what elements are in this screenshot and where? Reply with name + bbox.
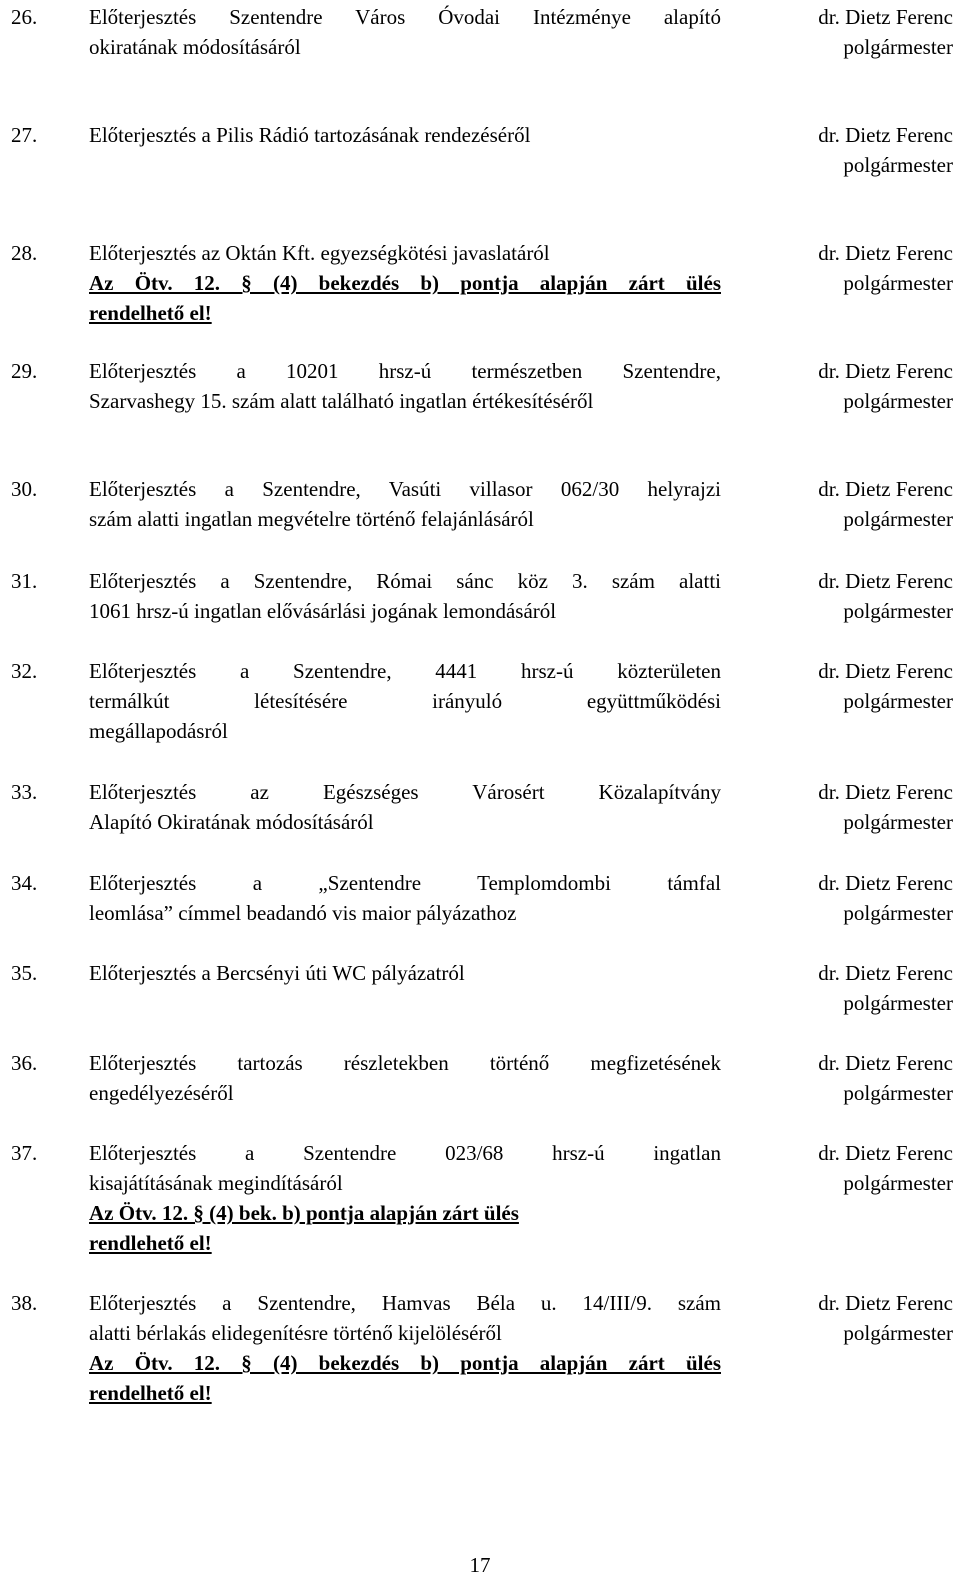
closed-session-note: Az Ötv. 12. § (4) bek. b) pontja alapján zárt ülés [89,1201,519,1225]
agenda-item-text [89,566,721,626]
responsible-person [793,868,953,928]
responsible-title: polgármester [843,35,953,59]
responsible-title: polgármester [843,689,953,713]
responsible-person [793,958,953,1018]
agenda-item-line: Előterjesztés tartozás részletekben történő megfizetésének [89,1051,721,1075]
responsible-name: dr. Dietz Ferenc [818,961,953,985]
responsible-name: dr. Dietz Ferenc [818,569,953,593]
agenda-item-line: Előterjesztés a Szentendre, 4441 hrsz-ú közterületen [89,659,721,683]
agenda-item-text [89,1288,721,1408]
agenda-item-number: 29. [11,359,38,383]
agenda-item-line: Szarvashegy 15. szám alatt található ingatlan értékesítéséről [89,389,594,413]
responsible-title: polgármester [843,1321,953,1345]
agenda-item-line: okiratának módosításáról [89,35,301,59]
agenda-item-text [89,1138,721,1258]
agenda-item-line: engedélyezéséről [89,1081,234,1105]
agenda-item-line: termálkút létesítésére irányuló együttműködési [89,689,721,713]
agenda-item-number: 27. [11,123,38,147]
closed-session-note: rendelhető el! [89,1381,212,1405]
responsible-name: dr. Dietz Ferenc [818,871,953,895]
agenda-item-line: Alapító Okiratának módosításáról [89,810,374,834]
agenda-item-text [89,474,721,534]
agenda-item-text [89,1048,721,1108]
responsible-person [793,1048,953,1108]
responsible-person [793,777,953,837]
responsible-name: dr. Dietz Ferenc [818,780,953,804]
responsible-title: polgármester [843,1171,953,1195]
closed-session-note: Az Ötv. 12. § (4) bekezdés b) pontja alapján zárt ülés [89,1351,721,1375]
responsible-person [793,474,953,534]
agenda-item-number: 34. [11,871,38,895]
agenda-item-number: 31. [11,569,38,593]
agenda-item-number: 36. [11,1051,38,1075]
responsible-title: polgármester [843,901,953,925]
agenda-item-text [89,238,721,328]
agenda-item-text [89,777,721,837]
agenda-item-number: 37. [11,1141,38,1165]
responsible-person [793,566,953,626]
agenda-item-number: 28. [11,241,38,265]
responsible-title: polgármester [843,153,953,177]
agenda-item-number: 33. [11,780,38,804]
responsible-name: dr. Dietz Ferenc [818,5,953,29]
responsible-person [793,1138,953,1198]
agenda-item-line: megállapodásról [89,719,228,743]
agenda-item-text [89,2,721,62]
responsible-name: dr. Dietz Ferenc [818,241,953,265]
agenda-item-number: 30. [11,477,38,501]
agenda-item-line: Előterjesztés Szentendre Város Óvodai Intézménye alapító [89,5,721,29]
agenda-item-line: Előterjesztés az Oktán Kft. egyezségkötési javaslatáról [89,241,550,265]
responsible-title: polgármester [843,507,953,531]
agenda-item-text [89,656,721,746]
agenda-item-line: szám alatti ingatlan megvételre történő felajánlásáról [89,507,534,531]
responsible-name: dr. Dietz Ferenc [818,1141,953,1165]
agenda-item-line: Előterjesztés a Szentendre, Vasúti villasor 062/30 helyrajzi [89,477,721,501]
agenda-item-number: 38. [11,1291,38,1315]
responsible-name: dr. Dietz Ferenc [818,359,953,383]
agenda-item-line: Előterjesztés a Szentendre 023/68 hrsz-ú ingatlan [89,1141,721,1165]
agenda-item-line: Előterjesztés a Pilis Rádió tartozásának rendezéséről [89,123,531,147]
agenda-item-text [89,356,721,416]
agenda-item-number: 32. [11,659,38,683]
agenda-item-number: 26. [11,5,38,29]
responsible-person [793,120,953,180]
agenda-item-line: alatti bérlakás elidegenítésre történő kijelöléséről [89,1321,502,1345]
page-number: 17 [469,1553,491,1577]
responsible-title: polgármester [843,810,953,834]
responsible-name: dr. Dietz Ferenc [818,477,953,501]
responsible-title: polgármester [843,389,953,413]
responsible-name: dr. Dietz Ferenc [818,1291,953,1315]
closed-session-note: Az Ötv. 12. § (4) bekezdés b) pontja alapján zárt ülés [89,271,721,295]
agenda-item-line: leomlása” címmel beadandó vis maior pályázathoz [89,901,517,925]
agenda-item-line: Előterjesztés a Szentendre, Hamvas Béla u. 14/III/9. szám [89,1291,721,1315]
responsible-name: dr. Dietz Ferenc [818,659,953,683]
agenda-item-line: Előterjesztés a Bercsényi úti WC pályázatról [89,961,465,985]
responsible-title: polgármester [843,1081,953,1105]
responsible-person [793,1288,953,1348]
agenda-item-line: kisajátításának megindításáról [89,1171,343,1195]
responsible-person [793,656,953,716]
agenda-item-line: Előterjesztés az Egészséges Városért Közalapítvány [89,780,721,804]
agenda-item-text [89,868,721,928]
agenda-item-line: Előterjesztés a „Szentendre Templomdombi támfal [89,871,721,895]
agenda-item-line: Előterjesztés a Szentendre, Római sánc köz 3. szám alatti [89,569,721,593]
responsible-title: polgármester [843,991,953,1015]
closed-session-note: rendlehető el! [89,1231,212,1255]
responsible-name: dr. Dietz Ferenc [818,123,953,147]
responsible-person [793,2,953,62]
responsible-person [793,356,953,416]
responsible-name: dr. Dietz Ferenc [818,1051,953,1075]
agenda-item-text [89,120,721,150]
closed-session-note: rendelhető el! [89,301,212,325]
responsible-title: polgármester [843,271,953,295]
agenda-item-text [89,958,721,988]
agenda-item-line: 1061 hrsz-ú ingatlan elővásárlási jogának lemondásáról [89,599,557,623]
responsible-person [793,238,953,298]
agenda-item-number: 35. [11,961,38,985]
responsible-title: polgármester [843,599,953,623]
agenda-item-line: Előterjesztés a 10201 hrsz-ú természetben Szentendre, [89,359,721,383]
